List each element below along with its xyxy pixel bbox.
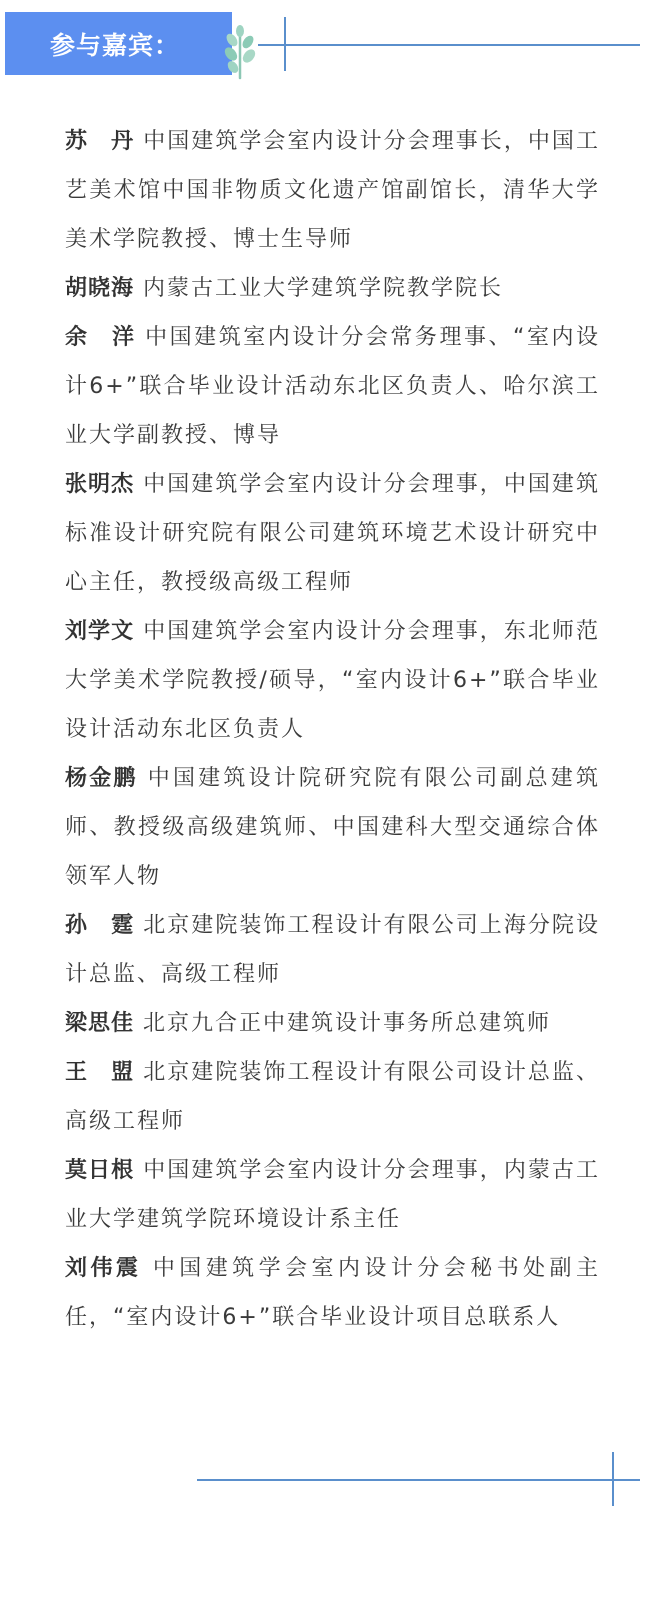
guest-name: 梁思佳	[65, 1011, 135, 1036]
guest-name: 张明杰	[65, 472, 135, 497]
guest-item	[65, 754, 600, 901]
guest-name: 莫日根	[65, 1158, 135, 1183]
guest-item	[65, 460, 600, 607]
guest-item	[65, 264, 600, 313]
guest-description: 中国建筑学会室内设计分会理事长，中国工艺美术馆中国非物质文化遗产馆副馆长，清华大学美术学院教授、博士生导师	[65, 129, 600, 252]
guest-description: 北京九合正中建筑设计事务所总建筑师	[143, 1011, 552, 1036]
guest-item	[65, 313, 600, 460]
top-divider-line	[258, 44, 640, 46]
guest-name: 刘伟震	[65, 1256, 142, 1281]
guest-name: 胡晓海	[65, 276, 135, 301]
guest-name: 孙 霆	[65, 913, 135, 938]
guest-name: 刘学文	[65, 619, 135, 644]
guest-description: 中国建筑学会室内设计分会秘书处副主任，“室内设计6+”联合毕业设计项目总联系人	[65, 1256, 600, 1330]
guest-item	[65, 999, 600, 1048]
guest-name: 余 洋	[65, 325, 136, 350]
guest-description: 中国建筑学会室内设计分会理事，东北师范大学美术学院教授/硕导，“室内设计6+”联合毕业设计活动东北区负责人	[65, 619, 600, 742]
guest-name: 王 盟	[65, 1060, 135, 1085]
leaf-sprig-icon	[220, 24, 260, 80]
section-title-badge	[5, 12, 232, 75]
guest-item	[65, 117, 600, 264]
guest-item	[65, 1244, 600, 1342]
guest-description: 内蒙古工业大学建筑学院教学院长	[143, 276, 504, 301]
guest-description: 北京建院装饰工程设计有限公司设计总监、高级工程师	[65, 1060, 600, 1134]
bottom-divider-tick	[612, 1452, 614, 1506]
bottom-divider-line	[197, 1479, 640, 1481]
guest-description: 中国建筑学会室内设计分会理事，中国建筑标准设计研究院有限公司建筑环境艺术设计研究中心主任，教授级高级工程师	[65, 472, 600, 595]
guest-description: 中国建筑学会室内设计分会理事，内蒙古工业大学建筑学院环境设计系主任	[65, 1158, 600, 1232]
guest-description: 中国建筑室内设计分会常务理事、“室内设计6+”联合毕业设计活动东北区负责人、哈尔滨工业大学副教授、博导	[65, 325, 600, 448]
guest-list	[65, 117, 600, 1342]
guest-item	[65, 901, 600, 999]
guest-name: 苏 丹	[65, 129, 135, 154]
guest-description: 中国建筑设计院研究院有限公司副总建筑师、教授级高级建筑师、中国建科大型交通综合体领军人物	[65, 766, 600, 889]
section-title: 参与嘉宾：	[50, 30, 181, 60]
guest-item	[65, 607, 600, 754]
top-divider-tick	[284, 17, 286, 71]
guest-name: 杨金鹏	[65, 766, 138, 791]
guest-item	[65, 1146, 600, 1244]
guest-item	[65, 1048, 600, 1146]
guest-description: 北京建院装饰工程设计有限公司上海分院设计总监、高级工程师	[65, 913, 600, 987]
